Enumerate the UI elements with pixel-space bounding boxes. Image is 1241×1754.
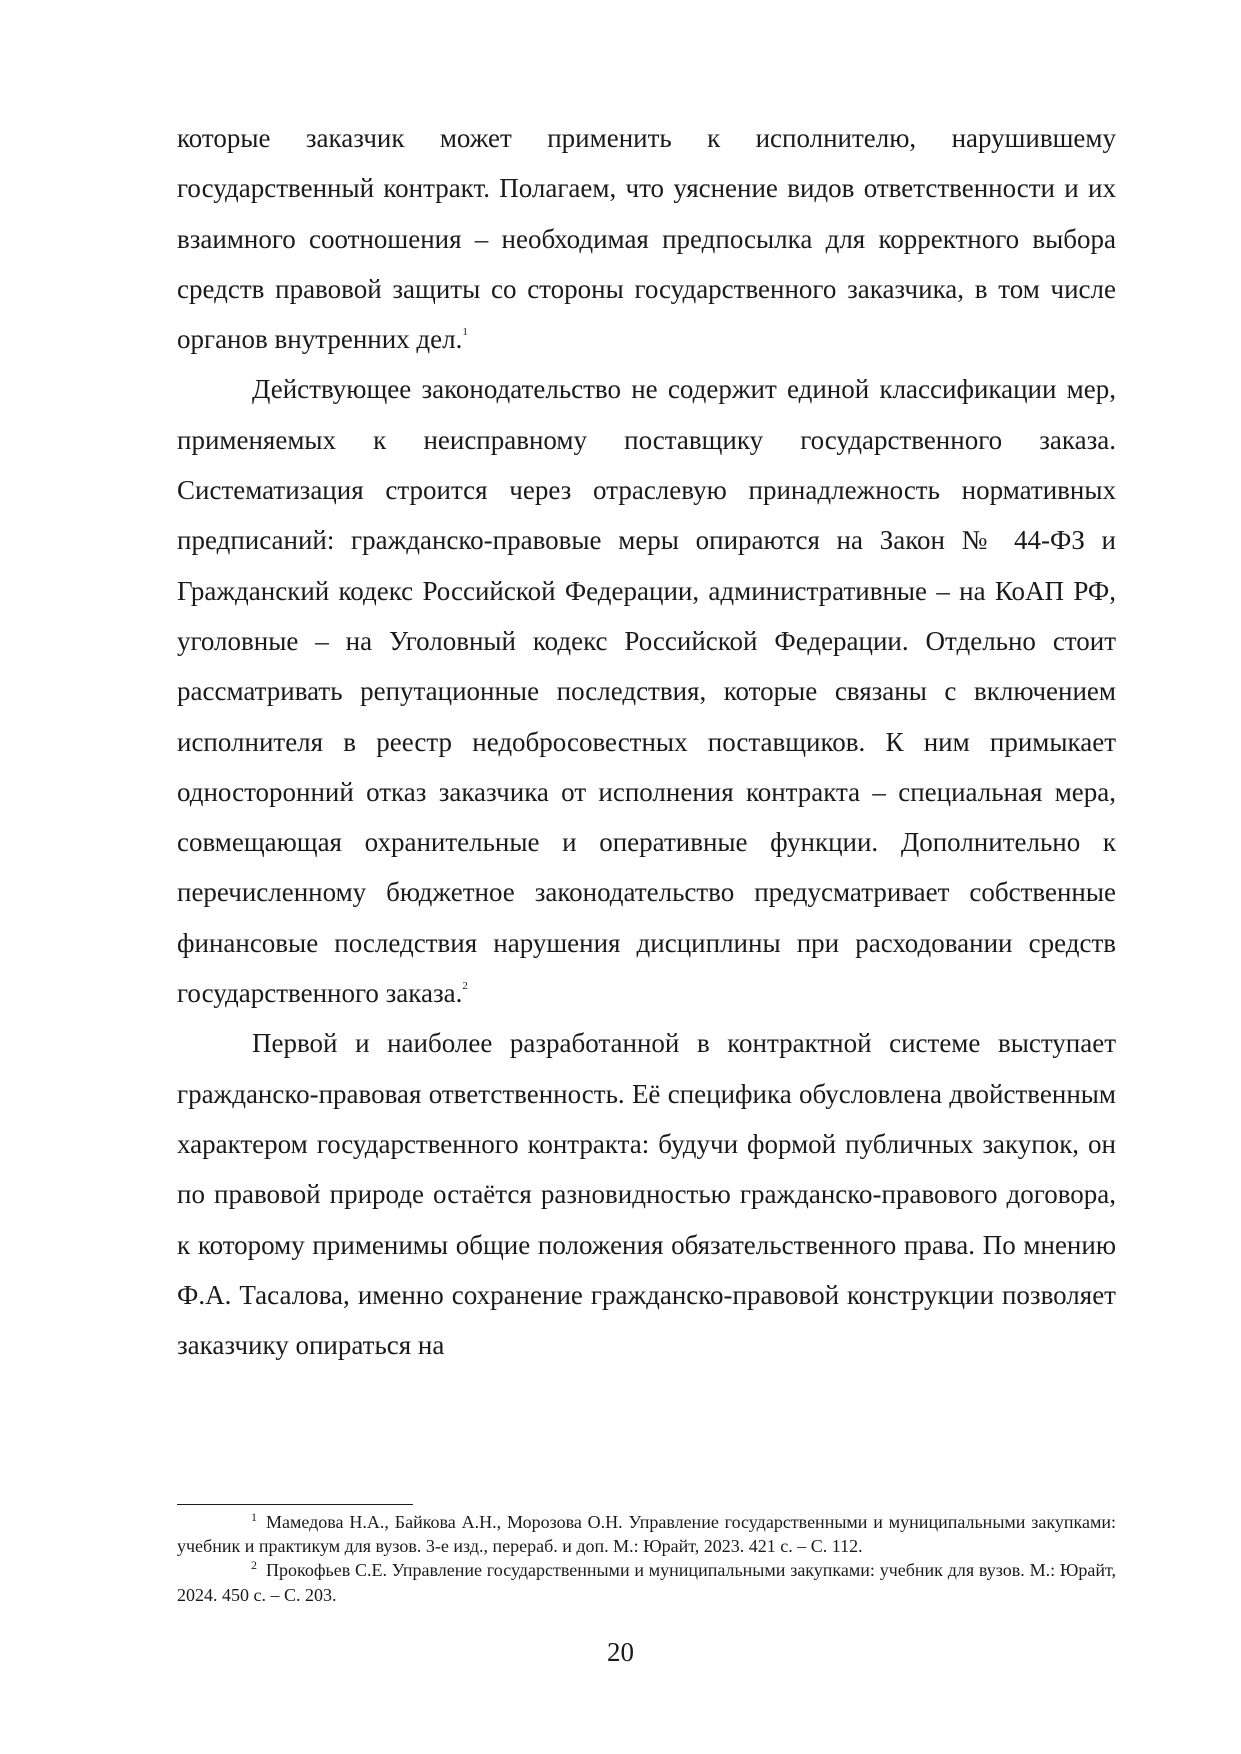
paragraph-1-text: которые заказчик может применить к исполнителю, нарушившему государственный контракт. Полагаем, что уяснение видов ответственности и их взаимного соотношения – необходимая предпосылка для корректного выбора средств правовой защиты со стороны государственного заказчика, в том числе органов внутренних дел.: [177, 123, 1116, 355]
paragraph-2: [177, 364, 1116, 1018]
paragraph-3: [177, 1018, 1116, 1370]
footnote-2: [177, 1558, 1116, 1606]
footnote-number-1: 1: [251, 1510, 257, 1524]
page-number: 20: [607, 1637, 634, 1667]
footnote-2-text: Прокофьев С.Е. Управление государственными и муниципальными закупками: учебник для вузов. М.: Юрайт, 2024. 450 с. – С. 203.: [177, 1560, 1116, 1605]
footnote-1: [177, 1510, 1116, 1558]
paragraph-1: [177, 113, 1116, 364]
footnote-ref-2[interactable]: 2: [462, 980, 468, 993]
footnotes: [177, 1510, 1116, 1607]
body-text: [177, 113, 1116, 1370]
footnote-number-2: 2: [251, 1558, 257, 1573]
paragraph-2-text: Действующее законодательство не содержит единой классификации мер, применяемых к неисправному поставщику государственного заказа. Систематизация строится через отраслевую принадлежность нормативных предписаний: гражданско-правовые меры опираются на Закон № 44-ФЗ и Гражданский кодекс Российской Федерации, административные – на КоАП РФ, уголовные – на Уголовный кодекс Российской Федерации. Отдельно стоит рассматривать репутационные последствия, которые связаны с включением исполнителя в реестр недобросовестных поставщиков. К ним примыкает односторонний отказ заказчика от исполнения контракта – специальная мера, совмещающая охранительные и оперативные функции. Дополнительно к перечисленному бюджетное законодательство предусматривает собственные финансовые последствия нарушения дисциплины при расходовании средств государственного заказа.: [177, 374, 1116, 1009]
footnote-1-text: Мамедова Н.А., Байкова А.Н., Морозова О.Н. Управление государственными и муниципальными закупками: учебник и практикум для вузов. 3-е изд., перераб. и доп. М.: Юрайт, 2023. 421 с. – С. 112.: [177, 1512, 1116, 1557]
paragraph-3-text: Первой и наиболее разработанной в контрактной системе выступает гражданско-правовая ответственность. Её специфика обусловлена двойственным характером государственного контракта: будучи формой публичных закупок, он по правовой природе остаётся разновидностью гражданско-правового договора, к которому применимы общие положения обязательственного права. По мнению Ф.А. Тасалова, именно сохранение гражданско-правовой конструкции позволяет заказчику опираться на: [177, 1028, 1116, 1361]
footnote-separator: [177, 1504, 413, 1505]
footnote-ref-1[interactable]: 1: [462, 326, 468, 339]
